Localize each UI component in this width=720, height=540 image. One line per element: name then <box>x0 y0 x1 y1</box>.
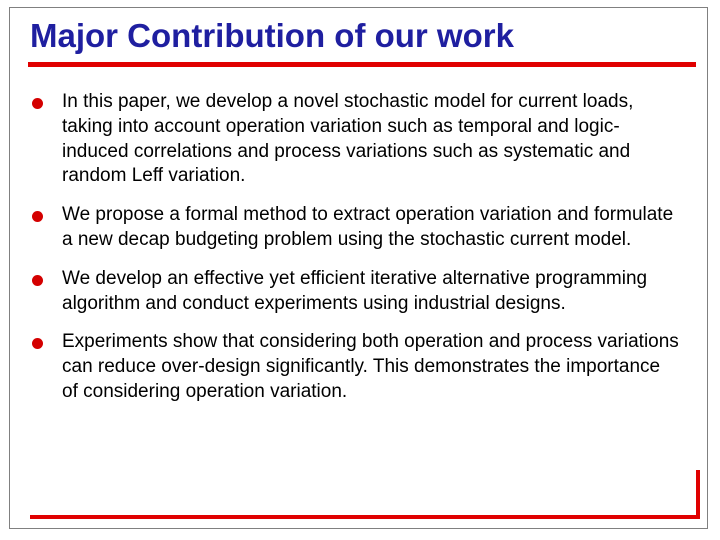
bullet-dot-icon <box>32 338 43 349</box>
bullet-dot-icon <box>32 275 43 286</box>
bullet-text: Experiments show that considering both operation and process variations can reduce over-design significantly. This demonstrates the importance of considering operation variation. <box>62 331 679 402</box>
bullet-item <box>30 330 680 404</box>
bullet-dot-icon <box>32 211 43 222</box>
bullet-item <box>30 90 680 189</box>
slide-title: Major Contribution of our work <box>30 17 514 54</box>
bullet-text: We propose a formal method to extract operation variation and formulate a new decap budgeting problem using the stochastic current model. <box>62 204 674 250</box>
bullet-dot-icon <box>32 98 43 109</box>
bullet-item <box>30 203 680 253</box>
title-underline <box>28 62 696 67</box>
bullet-list <box>30 90 680 419</box>
bullet-text: In this paper, we develop a novel stochastic model for current loads, taking into account operation variation such as temporal and logic-induced correlations and process variations such as systematic and random Leff variation. <box>62 91 634 187</box>
bullet-item <box>30 267 680 317</box>
bullet-text: We develop an effective yet efficient iterative alternative programming algorithm and conduct experiments using industrial designs. <box>62 267 648 314</box>
bottom-rule <box>30 515 700 519</box>
side-rule <box>696 470 700 519</box>
